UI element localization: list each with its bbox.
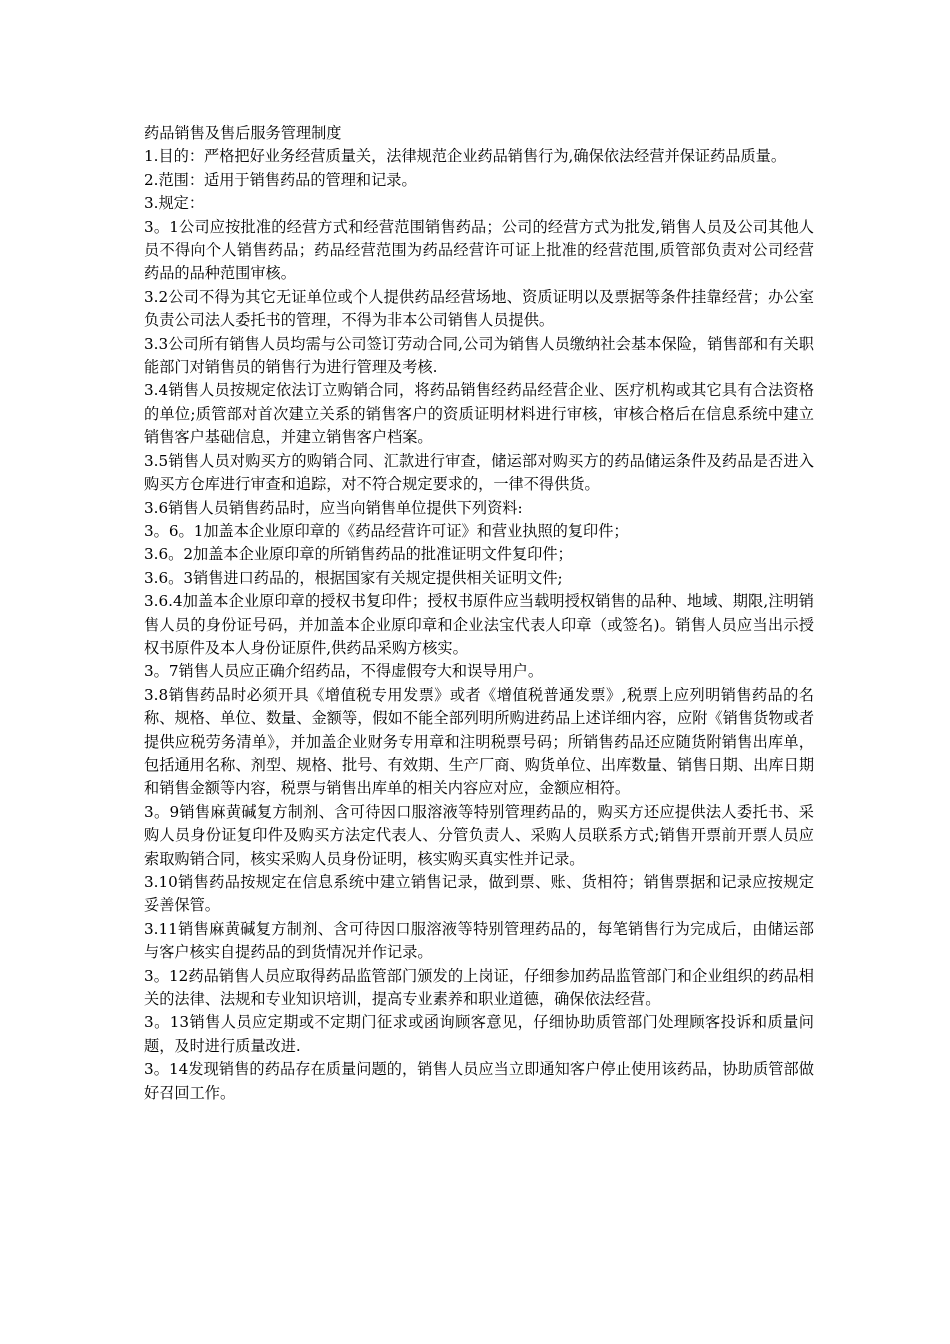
document-title: 药品销售及售后服务管理制度 [144, 124, 342, 142]
paragraph-scope: 2.范围：适用于销售药品的管理和记录。 [144, 170, 417, 189]
paragraph-3-7: 3。7销售人员应正确介绍药品，不得虚假夸大和误导用户。 [144, 662, 544, 681]
paragraph-3-5: 3.5销售人员对购买方的购销合同、汇款进行审查，储运部对购买方的药品储运条件及药品是否进入购买方仓库进行审查和追踪，对不符合规定要求的，一律不得供货。 [144, 451, 814, 494]
paragraph-3-6: 3.6销售人员销售药品时，应当向销售单位提供下列资料: [144, 498, 523, 517]
paragraph-3-1: 3。1公司应按批准的经营方式和经营范围销售药品；公司的经营方式为批发,销售人员及公司其他人员不得向个人销售药品；药品经营范围为药品经营许可证上批准的经营范围,质管部负责对公司经营药品的品种范围审核。 [144, 217, 814, 283]
paragraph-3-6-1: 3。6。1加盖本企业原印章的《药品经营许可证》和营业执照的复印件； [144, 521, 629, 540]
paragraph-provisions: 3.规定： [144, 194, 205, 213]
paragraph-3-10: 3.10销售药品按规定在信息系统中建立销售记录，做到票、账、货相符；销售票据和记录应按规定妥善保管。 [144, 873, 814, 915]
paragraph-3-14: 3。14发现销售的药品存在质量问题的，销售人员应当立即通知客户停止使用该药品，协助质管部做好召回工作。 [144, 1060, 814, 1102]
paragraph-3-13: 3。13销售人员应定期或不定期门征求或函询顾客意见，仔细协助质管部门处理顾客投诉和质量问题，及时进行质量改进. [144, 1013, 814, 1055]
paragraph-3-6-4: 3.6.4加盖本企业原印章的授权书复印件；授权书原件应当载明授权销售的品种、地域、期限,注明销售人员的身份证号码，并加盖本企业原印章和企业法宝代表人印章（或签名)。销售人员应当出示授权书原件及本人身份证原件,供药品采购方核实。 [144, 592, 814, 657]
paragraph-3-3: 3.3公司所有销售人员均需与公司签订劳动合同,公司为销售人员缴纳社会基本保险，销售部和有关职能部门对销售员的销售行为进行管理及考核. [144, 334, 814, 377]
paragraph-3-6-2: 3.6。2加盖本企业原印章的所销售药品的批准证明文件复印件； [144, 545, 573, 564]
paragraph-3-4: 3.4销售人员按规定依法订立购销合同，将药品销售经药品经营企业、医疗机构或其它具有合法资格的单位;质管部对首次建立关系的销售客户的资质证明材料进行审核，审核合格后在信息系统中建立销售客户基础信息，并建立销售客户档案。 [144, 381, 814, 447]
document-body [144, 122, 814, 1105]
paragraph-3-12: 3。12药品销售人员应取得药品监管部门颁发的上岗证，仔细参加药品监管部门和企业组织的药品相关的法律、法规和专业知识培训，提高专业素养和职业道德，确保依法经营。 [144, 966, 814, 1009]
paragraph-3-6-3: 3.6。3销售进口药品的，根据国家有关规定提供相关证明文件; [144, 568, 563, 587]
paragraph-3-8: 3.8销售药品时必须开具《增值税专用发票》或者《增值税普通发票》,税票上应列明销售药品的名称、规格、单位、数量、金额等，假如不能全部列明所购进药品上述详细内容，应附《销售货物或者提供应税劳务清单》，并加盖企业财务专用章和注明税票号码；所销售药品还应随货附销售出库单，包括通用名称、剂型、规格、批号、有效期、生产厂商、购货单位、出库数量、销售日期、出库日期和销售金额等内容，税票与销售出库单的相关内容应对应，金额应相符。 [144, 685, 814, 798]
paragraph-purpose: 1.目的：严格把好业务经营质量关，法律规范企业药品销售行为,确保依法经营并保证药品质量。 [144, 147, 787, 166]
paragraph-3-9: 3。9销售麻黄碱复方制剂、含可待因口服溶液等特别管理药品的，购买方还应提供法人委托书、采购人员身份证复印件及购买方法定代表人、分管负责人、采购人员联系方式;销售开票前开票人员应索取购销合同，核实采购人员身份证明，核实购买真实性并记录。 [144, 802, 814, 868]
paragraph-3-2: 3.2公司不得为其它无证单位或个人提供药品经营场地、资质证明以及票据等条件挂靠经营；办公室负责公司法人委托书的管理，不得为非本公司销售人员提供。 [144, 287, 814, 330]
paragraph-3-11: 3.11销售麻黄碱复方制剂、含可待因口服溶液等特别管理药品的，每笔销售行为完成后，由储运部与客户核实自提药品的到货情况并作记录。 [144, 919, 814, 962]
